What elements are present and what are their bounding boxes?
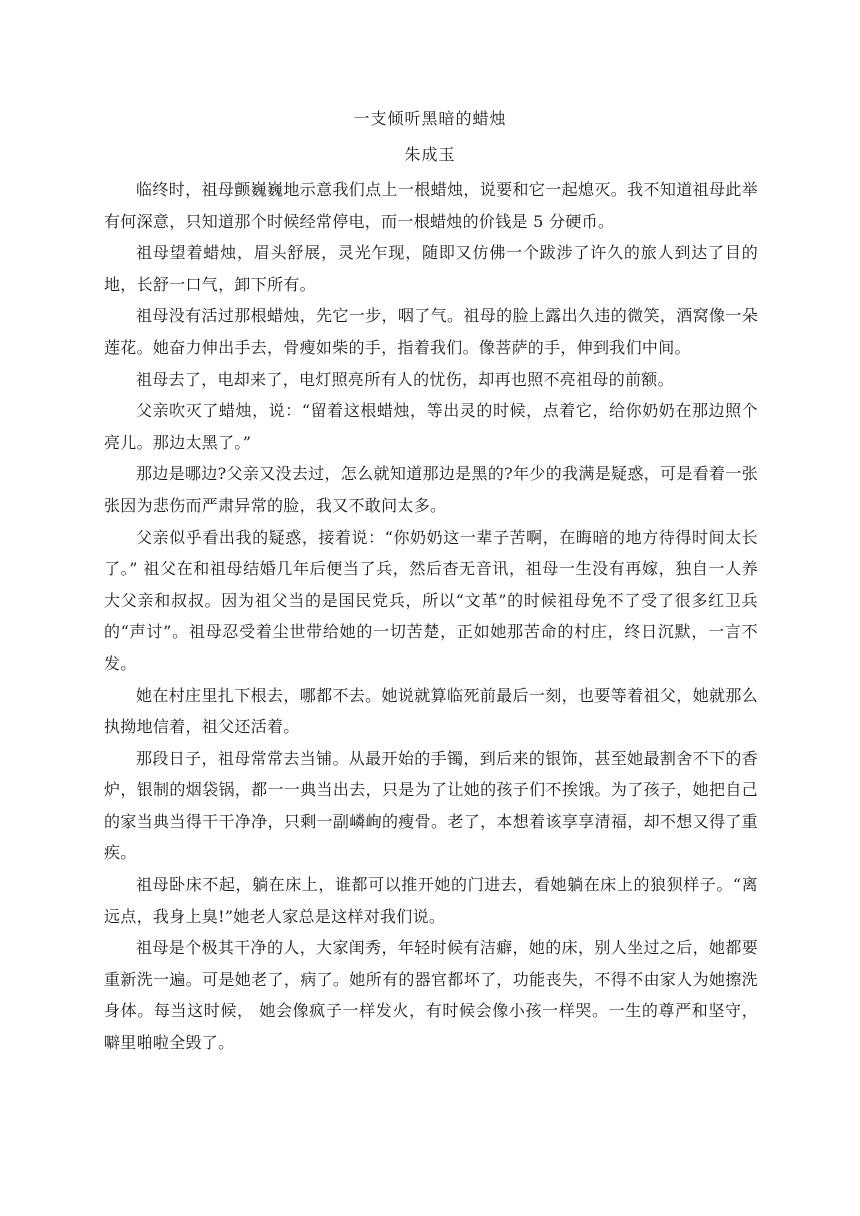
paragraph: 祖母去了，电却来了，电灯照亮所有人的忧伤，却再也照不亮祖母的前额。: [136, 369, 674, 389]
paragraph: 父亲似乎看出我的疑惑，接着说：“你奶奶这一辈子苦啊，在晦暗的地方待得时间太长了。” 祖父在和祖母结婚几年后便当了兵，然后杳无音讯，祖母一生没有再嫁，独自一人养大父亲和叔叔。因为祖父当的是国民党兵，所以“文革”的时候祖母免不了受了很多红卫兵的“声讨”。祖母忍受着尘世带给她的一切苦楚，正如她那苦命的村庄，终日沉默，一言不发。: [104, 527, 758, 673]
paragraph: 父亲吹灭了蜡烛，说：“留着这根蜡烛，等出灵的时候，点着它，给你奶奶在那边照个亮儿。那边太黑了。”: [104, 401, 758, 452]
paragraph: 祖母没有活过那根蜡烛，先它一步，咽了气。祖母的脸上露出久违的微笑，酒窝像一朵莲花。她奋力伸出手去，骨瘦如柴的手，指着我们。像菩萨的手，伸到我们中间。: [104, 306, 758, 357]
paragraph: 那边是哪边?父亲又没去过，怎么就知道那边是黑的?年少的我满是疑惑，可是看着一张张因为悲伤而严肃异常的脸，我又不敢问太多。: [104, 464, 758, 515]
paragraph: 祖母是个极其干净的人，大家闺秀，年轻时候有洁癖，她的床，别人坐过之后，她都要重新洗一遍。可是她老了，病了。她所有的器官都坏了，功能丧失，不得不由家人为她擦洗身体。每当这时候， 她会像疯子一样发火，有时候会像小孩一样哭。一生的尊严和坚守，噼里啪啦全毁了。: [104, 938, 758, 1053]
paragraph: 临终时，祖母颤巍巍地示意我们点上一根蜡烛，说要和它一起熄灭。我不知道祖母此举有何深意，只知道那个时候经常停电，而一根蜡烛的价钱是 5 分硬币。: [104, 180, 758, 231]
paragraph: 她在村庄里扎下根去，哪都不去。她说就算临死前最后一刻，也要等着祖父，她就那么执拗地信着，祖父还活着。: [104, 685, 758, 737]
paragraph: 那段日子，祖母常常去当铺。从最开始的手镯，到后来的银饰，甚至她最割舍不下的香炉，银制的烟袋锅，都一一典当出去，只是为了让她的孩子们不挨饿。为了孩子，她把自己的家当典当得干干净净，只剩一副嶙峋的瘦骨。老了，本想着该享享清福，却不想又得了重疾。: [104, 748, 758, 863]
article-title: 一支倾听黑暗的蜡烛: [353, 109, 507, 128]
paragraph: 祖母卧床不起，躺在床上，谁都可以推开她的门进去，看她躺在床上的狼狈样子。“离远点，我身上臭!”她老人家总是这样对我们说。: [104, 875, 758, 926]
article-author: 朱成玉: [404, 145, 456, 164]
paragraph: 祖母望着蜡烛，眉头舒展，灵光乍现，随即又仿佛一个跋涉了许久的旅人到达了目的地，长舒一口气，卸下所有。: [104, 243, 758, 294]
article-body: [104, 174, 758, 1059]
